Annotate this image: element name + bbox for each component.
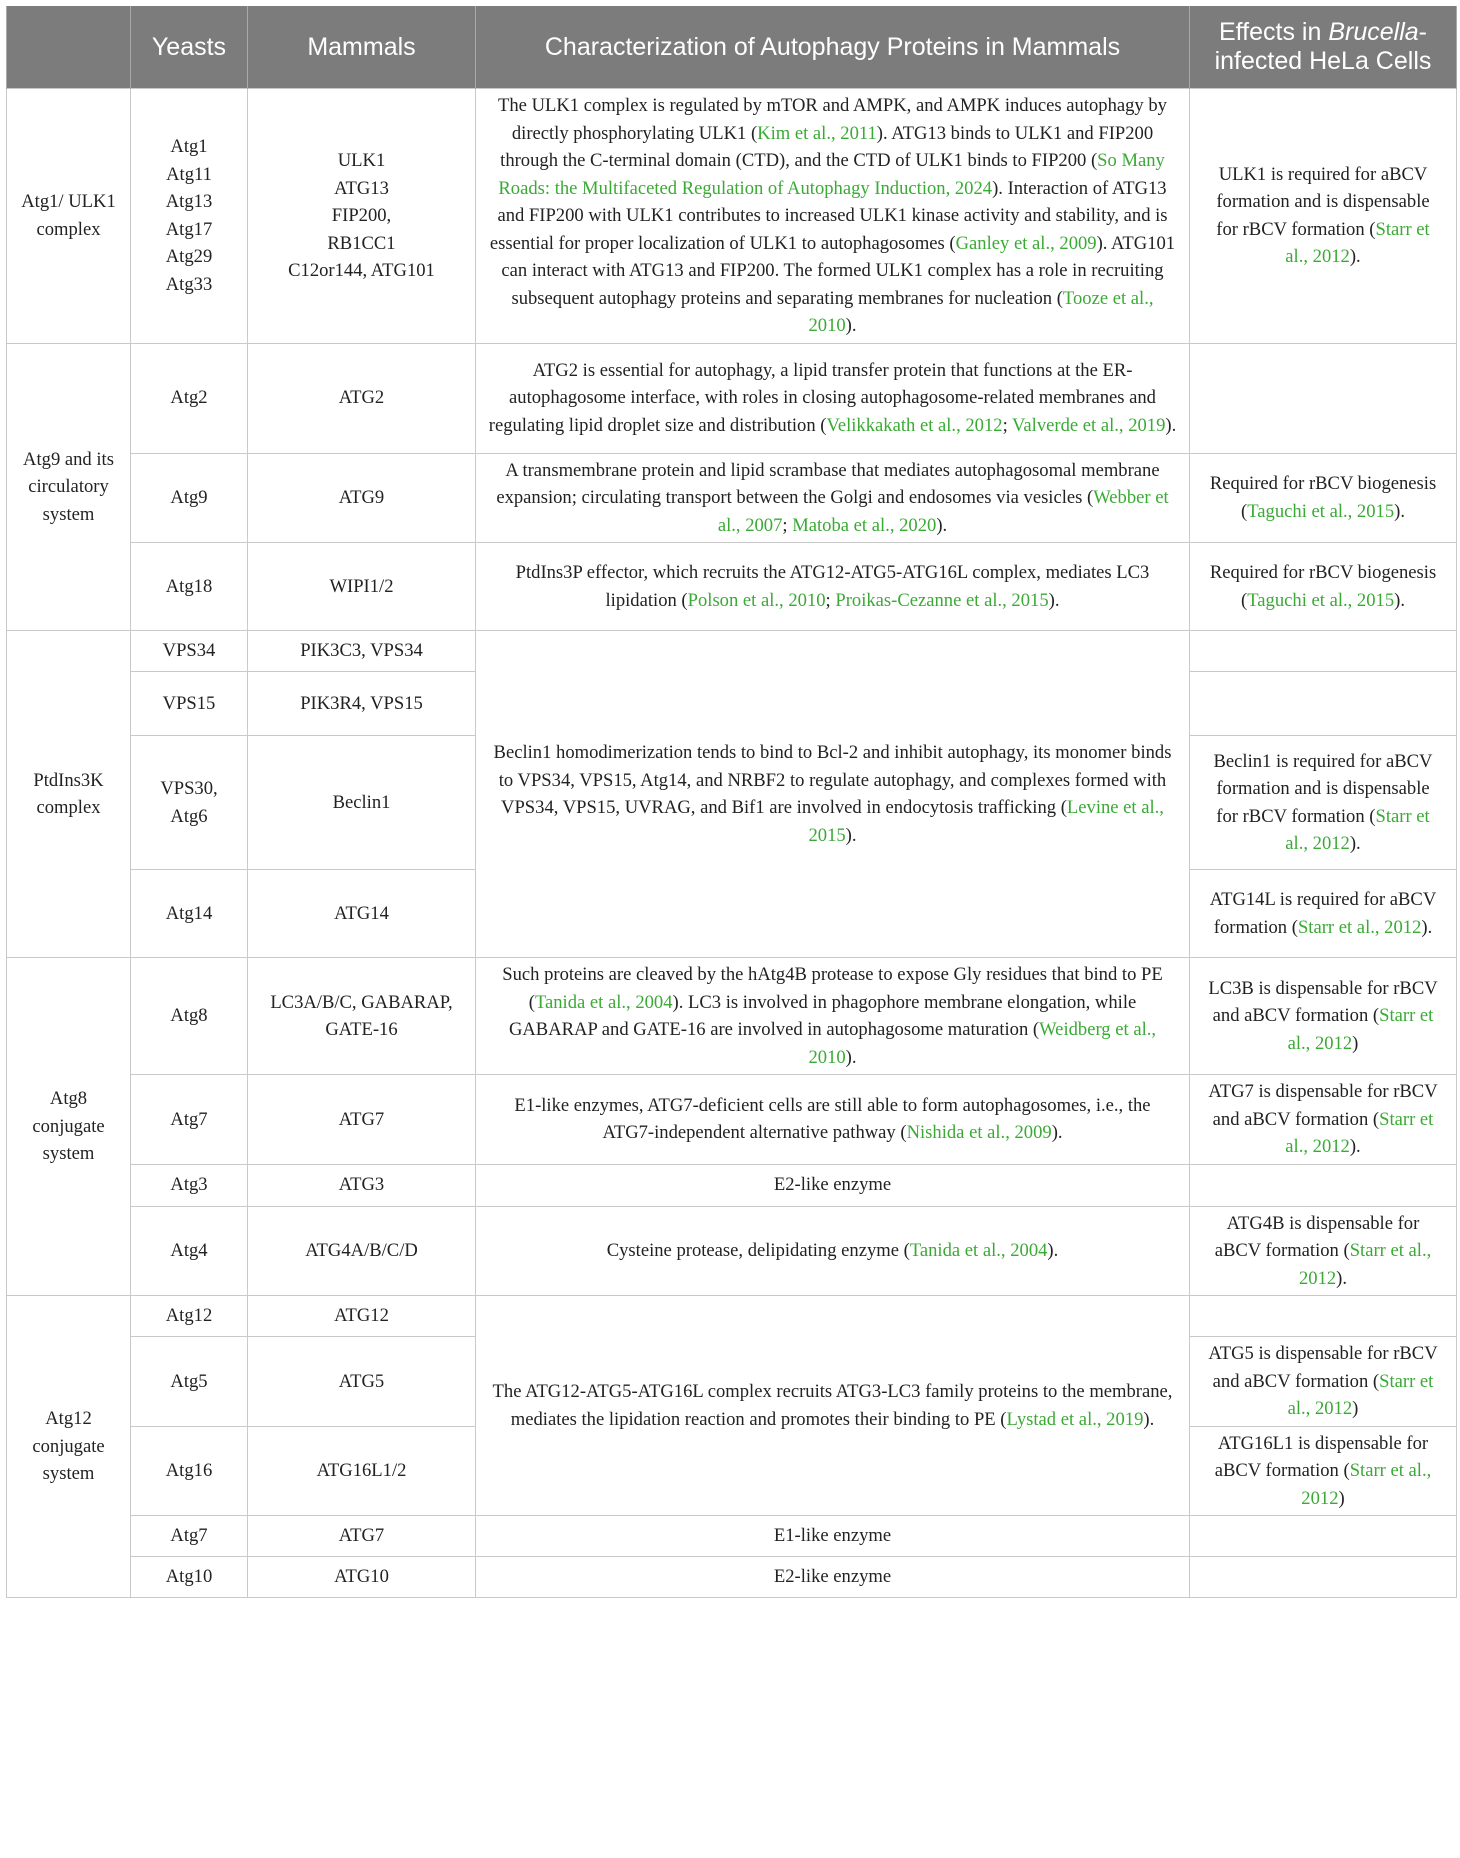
- text-segment: ;: [1002, 414, 1013, 436]
- atg14-effect: [1190, 870, 1457, 958]
- text-segment: ).: [1349, 246, 1361, 268]
- table-row: [7, 1206, 1457, 1296]
- text-segment: ).: [1336, 1267, 1348, 1289]
- citation-link[interactable]: Starr et al., 2012: [1297, 916, 1422, 938]
- citation-link[interactable]: Polson et al., 2010: [687, 589, 826, 611]
- citation-link[interactable]: Tooze et al., 2010: [808, 287, 1154, 336]
- citation-link[interactable]: So Many Roads: the Multifaceted Regulation of Autophagy Induction, 2024: [498, 150, 1165, 199]
- mammal-cell: ATG2: [248, 343, 476, 453]
- yeast-cell: Atg5: [131, 1337, 248, 1427]
- table-row: [7, 1075, 1457, 1165]
- citation-link[interactable]: Ganley et al., 2009: [955, 232, 1097, 254]
- text-segment: ).: [936, 514, 948, 536]
- cell-line: C12or144, ATG101: [288, 260, 435, 281]
- yeast-cell: Atg10: [131, 1557, 248, 1598]
- mammal-cell: ATG7: [248, 1075, 476, 1165]
- mammal-cell: LC3A/B/C, GABARAP, GATE-16: [248, 958, 476, 1075]
- yeast-cell: Atg3: [131, 1164, 248, 1206]
- table-row: [7, 1557, 1457, 1598]
- text-segment: ).: [1047, 1240, 1059, 1261]
- ulk1-description: [476, 89, 1190, 344]
- text-segment: E2-like enzyme: [773, 1174, 892, 1196]
- description-cell: [476, 1557, 1190, 1598]
- mammal-cell: ATG3: [248, 1164, 476, 1206]
- text-segment: ;: [825, 589, 836, 611]
- text-segment: Beclin1 is required for aBCV formation and is dispensable for rBCV formation (: [1213, 750, 1433, 827]
- header-effects-prefix: Effects in: [1219, 18, 1329, 46]
- text-segment: Beclin1 homodimerization tends to bind to Bcl-2 and inhibit autophagy, its monomer binds to VPS34, VPS15, Atg14, and NRBF2 to regulate autophagy, and complexes formed with VPS34, VPS15, UVRAG, and Bif1 are involved in endocytosis trafficking (: [493, 742, 1172, 818]
- description-cell: [476, 1206, 1190, 1296]
- cell-line: Atg11: [166, 163, 212, 185]
- description-cell: [476, 343, 1190, 453]
- text-segment: The ULK1 complex is regulated by mTOR and AMPK, and AMPK induces autophagy by directly phosphorylating ULK1 (: [498, 95, 1167, 144]
- text-segment: ATG2 is essential for autophagy, a lipid transfer protein that functions at the ER-autophagosome interface, with roles in closing autophagosome-related membranes and regulating lipid droplet size and distribution (: [488, 359, 1156, 436]
- text-segment: LC3B is dispensable for rBCV and aBCV formation (: [1208, 977, 1438, 1027]
- text-segment: ).: [1048, 589, 1060, 611]
- header-effects-italic: Brucella: [1328, 18, 1419, 46]
- text-segment: ). ATG101 can interact with ATG13 and FIP200. The formed ULK1 complex has a role in recruiting subsequent autophagy proteins and separating membranes for nucleation (: [501, 232, 1176, 309]
- text-segment: PtdIns3P effector, which recruits the ATG12-ATG5-ATG16L complex, mediates LC3 lipidation (: [515, 562, 1150, 611]
- mammal-cell: ATG14: [248, 870, 476, 958]
- text-segment: A transmembrane protein and lipid scrambase that mediates autophagosomal membrane expansion; circulating transport between the Golgi and endosomes via vesicles (: [496, 459, 1160, 508]
- header-row: [7, 6, 1457, 89]
- table-row: [7, 1296, 1457, 1337]
- table-row: [7, 1164, 1457, 1206]
- citation-link[interactable]: Starr et al., 2012: [1287, 1370, 1434, 1419]
- citation-link[interactable]: Velikkakath et al., 2012: [826, 414, 1003, 436]
- effect-cell: [1190, 958, 1457, 1075]
- ulk1-effect: [1190, 89, 1457, 344]
- table-container: [6, 6, 1456, 1598]
- text-segment: E2-like enzyme: [773, 1566, 892, 1588]
- effect-cell: [1190, 1557, 1457, 1598]
- mammal-cell: ATG16L1/2: [248, 1426, 476, 1516]
- cell-line: ULK1: [337, 150, 386, 171]
- yeast-cell: Atg2: [131, 343, 248, 453]
- ulk1-mammals: [248, 89, 476, 344]
- ulk1-yeasts: [131, 89, 248, 344]
- text-segment: ).: [1165, 414, 1177, 436]
- citation-link[interactable]: Levine et al., 2015: [808, 797, 1164, 846]
- description-cell: [476, 1075, 1190, 1165]
- text-segment: ): [1338, 1487, 1345, 1509]
- citation-link[interactable]: Nishida et al., 2009: [906, 1122, 1052, 1144]
- effect-cell: [1190, 631, 1457, 672]
- mammal-cell: ATG9: [248, 453, 476, 543]
- text-segment: ATG16L1 is dispensable for aBCV formation (: [1214, 1432, 1429, 1481]
- header-yeasts: Yeasts: [131, 6, 248, 89]
- yeast-cell: Atg7: [131, 1075, 248, 1165]
- table-row: [7, 631, 1457, 672]
- header-effects-suffix: -infected HeLa Cells: [1214, 18, 1432, 75]
- citation-link[interactable]: Starr et al., 2012: [1298, 1240, 1432, 1289]
- yeast-cell: Atg14: [131, 870, 248, 958]
- mammal-cell: PIK3R4, VPS15: [248, 672, 476, 736]
- cell-line: FIP200,: [331, 205, 392, 226]
- ptdins3k-description: [476, 631, 1190, 958]
- cell-line: RB1CC1: [327, 232, 396, 254]
- text-segment: Such proteins are cleaved by the hAtg4B protease to expose Gly residues that bind to PE (: [502, 964, 1163, 1013]
- effect-cell: [1190, 1164, 1457, 1206]
- effect-cell: [1190, 1296, 1457, 1337]
- text-segment: ATG4B is dispensable for aBCV formation (: [1214, 1212, 1420, 1261]
- mammal-cell: WIPI1/2: [248, 543, 476, 631]
- atg12-complex-description: [476, 1296, 1190, 1516]
- header-group: [7, 6, 131, 89]
- effect-cell: [1190, 343, 1457, 453]
- mammal-cell: ATG12: [248, 1296, 476, 1337]
- citation-link[interactable]: Weidberg et al., 2010: [808, 1019, 1157, 1068]
- text-segment: ). ATG13 binds to ULK1 and FIP200 through the C-terminal domain (CTD), and the CTD of ULK1 binds to FIP200 (: [500, 122, 1154, 171]
- effect-cell: [1190, 543, 1457, 631]
- atg16-effect: [1190, 1426, 1457, 1516]
- text-segment: ).: [1349, 833, 1361, 854]
- effect-cell: [1190, 1075, 1457, 1165]
- text-segment: ATG5 is dispensable for rBCV and aBCV formation (: [1208, 1343, 1438, 1392]
- cell-line: Atg13: [165, 191, 213, 213]
- effect-cell: [1190, 1206, 1457, 1296]
- header-mammals: Mammals: [248, 6, 476, 89]
- effect-cell: [1190, 672, 1457, 736]
- citation-link[interactable]: Starr et al., 2012: [1301, 1460, 1432, 1509]
- cell-line: Atg33: [165, 273, 213, 295]
- mammal-cell: ATG7: [248, 1516, 476, 1557]
- text-segment: E1-like enzymes, ATG7-deficient cells are still able to form autophagosomes, i.e., the ATG7-independent alternative pathway (: [514, 1094, 1151, 1144]
- group-atg9-system: Atg9 and its circulatory system: [7, 343, 131, 631]
- citation-link[interactable]: Kim et al., 2011: [757, 122, 877, 144]
- text-segment: ).: [1394, 500, 1405, 522]
- description-cell: [476, 1516, 1190, 1557]
- description-cell: [476, 958, 1190, 1075]
- text-segment: ).: [1421, 916, 1433, 938]
- mammal-cell: ATG10: [248, 1557, 476, 1598]
- citation-link[interactable]: Starr et al., 2012: [1285, 1108, 1434, 1157]
- cell-line: ATG13: [334, 177, 389, 199]
- text-segment: ;: [782, 514, 793, 536]
- yeast-cell: Atg4: [131, 1206, 248, 1296]
- text-segment: ): [1352, 1032, 1359, 1054]
- mammal-cell: ATG4A/B/C/D: [248, 1206, 476, 1296]
- text-segment: Required for rBCV biogenesis (: [1209, 473, 1437, 522]
- yeast-cell: VPS30, Atg6: [131, 736, 248, 870]
- citation-link[interactable]: Valverde et al., 2019: [1012, 414, 1166, 436]
- citation-link[interactable]: Starr et al., 2012: [1287, 1005, 1434, 1054]
- text-segment: ): [1352, 1398, 1359, 1419]
- citation-link[interactable]: Taguchi et al., 2015: [1247, 589, 1395, 611]
- text-segment: ). Interaction of ATG13 and FIP200 with ULK1 contributes to increased ULK1 kinase activity and stability, and is essential for proper localization of ULK1 to autophagosomes (: [489, 177, 1168, 254]
- effect-cell: [1190, 453, 1457, 543]
- mammal-cell: PIK3C3, VPS34: [248, 631, 476, 672]
- citation-link[interactable]: Starr et al., 2012: [1285, 218, 1430, 268]
- citation-link[interactable]: Proikas-Cezanne et al., 2015: [835, 589, 1049, 611]
- text-segment: ). LC3 is involved in phagophore membrane elongation, while GABARAP and GATE-16 are involved in autophagosome maturation (: [508, 991, 1137, 1040]
- citation-link[interactable]: Lystad et al., 2019: [1006, 1408, 1144, 1430]
- table-row: [7, 89, 1457, 344]
- description-cell: [476, 453, 1190, 543]
- text-segment: Required for rBCV biogenesis (: [1209, 562, 1437, 611]
- cell-line: Atg17: [165, 218, 213, 240]
- table-row: [7, 1516, 1457, 1557]
- group-atg12-system: Atg12 conjugate system: [7, 1296, 131, 1598]
- citation-link[interactable]: Tanida et al., 2004: [909, 1240, 1048, 1261]
- mammal-cell: Beclin1: [248, 736, 476, 870]
- yeast-cell: Atg9: [131, 453, 248, 543]
- text-segment: ).: [845, 315, 857, 336]
- text-segment: ).: [1394, 589, 1405, 611]
- cell-line: Atg1: [170, 136, 208, 158]
- group-atg8-system: Atg8 conjugate system: [7, 958, 131, 1296]
- citation-link[interactable]: Tanida et al., 2004: [534, 991, 673, 1013]
- yeast-cell: Atg16: [131, 1426, 248, 1516]
- yeast-cell: VPS15: [131, 672, 248, 736]
- mammal-cell: ATG5: [248, 1337, 476, 1427]
- text-segment: ).: [1051, 1122, 1063, 1144]
- citation-link[interactable]: Matoba et al., 2020: [792, 514, 937, 536]
- text-segment: ).: [1143, 1408, 1155, 1430]
- text-segment: ATG7 is dispensable for rBCV and aBCV formation (: [1208, 1081, 1438, 1130]
- autophagy-proteins-table: [6, 6, 1457, 1598]
- effect-cell: [1190, 1516, 1457, 1557]
- text-segment: ).: [845, 1046, 857, 1068]
- description-cell: [476, 543, 1190, 631]
- yeast-cell: VPS34: [131, 631, 248, 672]
- citation-link[interactable]: Webber et al., 2007: [717, 487, 1169, 536]
- yeast-cell: Atg18: [131, 543, 248, 631]
- beclin1-effect: [1190, 736, 1457, 870]
- table-row: [7, 958, 1457, 1075]
- text-segment: ULK1 is required for aBCV formation and is dispensable for rBCV formation (: [1216, 163, 1430, 240]
- text-segment: The ATG12-ATG5-ATG16L complex recruits ATG3-LC3 family proteins to the membrane, mediates the lipidation reaction and promotes their binding to PE (: [492, 1381, 1173, 1430]
- citation-link[interactable]: Starr et al., 2012: [1285, 805, 1430, 854]
- cell-line: Atg29: [165, 246, 213, 268]
- text-segment: ATG14L is required for aBCV formation (: [1209, 889, 1437, 938]
- table-row: [7, 343, 1457, 453]
- table-row: [7, 543, 1457, 631]
- text-segment: ).: [1349, 1136, 1361, 1157]
- text-segment: Cysteine protease, delipidating enzyme (: [606, 1240, 910, 1261]
- group-ptdins3k-complex: PtdIns3K complex: [7, 631, 131, 958]
- yeast-cell: Atg8: [131, 958, 248, 1075]
- text-segment: E1-like enzyme: [773, 1525, 892, 1547]
- text-segment: ).: [845, 824, 857, 846]
- atg5-effect: [1190, 1337, 1457, 1427]
- citation-link[interactable]: Taguchi et al., 2015: [1247, 500, 1395, 522]
- yeast-cell: Atg12: [131, 1296, 248, 1337]
- header-characterization: Characterization of Autophagy Proteins in Mammals: [476, 6, 1190, 89]
- description-cell: [476, 1164, 1190, 1206]
- header-effects: [1190, 6, 1457, 89]
- group-ulk1-complex: Atg1/ ULK1 complex: [7, 89, 131, 344]
- yeast-cell: Atg7: [131, 1516, 248, 1557]
- table-row: [7, 453, 1457, 543]
